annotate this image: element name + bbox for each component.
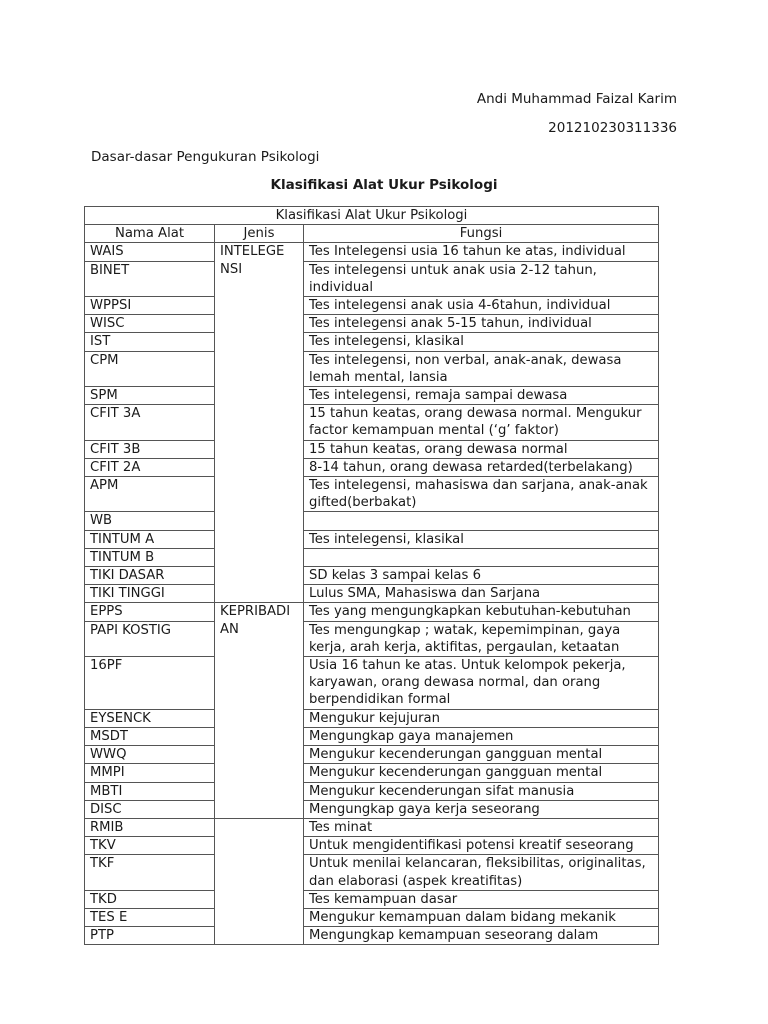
table-row [85,746,659,764]
cell-nama-alat: CPM [85,351,215,386]
cell-fungsi [304,548,659,566]
cell-nama-alat: MMPI [85,764,215,782]
course-name: Dasar-dasar Pengukuran Psikologi [91,149,320,165]
cell-fungsi: Tes kemampuan dasar [304,890,659,908]
cell-fungsi: Mengungkap gaya manajemen [304,727,659,745]
cell-fungsi: Mengukur kejujuran [304,709,659,727]
cell-nama-alat: WB [85,512,215,530]
cell-fungsi: Usia 16 tahun ke atas. Untuk kelompok pekerja, karyawan, orang dewasa normal, dan orang berpendidikan formal [304,657,659,710]
cell-fungsi: Mengungkap gaya kerja seseorang [304,800,659,818]
table-body [85,207,659,945]
cell-nama-alat: TKF [85,855,215,890]
table-row [85,927,659,945]
cell-nama-alat: WPPSI [85,297,215,315]
table-row [85,855,659,890]
cell-nama-alat: TINTUM B [85,548,215,566]
cell-fungsi: 15 tahun keatas, orang dewasa normal [304,440,659,458]
table-row [85,405,659,440]
table-row [85,818,659,836]
column-header-jenis: Jenis [215,225,304,243]
table-row [85,243,659,261]
cell-nama-alat: TKV [85,837,215,855]
table-row [85,512,659,530]
cell-fungsi: Untuk menilai kelancaran, fleksibilitas, originalitas, dan elaborasi (aspek kreatifitas) [304,855,659,890]
cell-fungsi: Tes intelegensi, mahasiswa dan sarjana, anak-anak gifted(berbakat) [304,477,659,512]
cell-nama-alat: SPM [85,387,215,405]
cell-fungsi: Tes intelegensi anak usia 4-6tahun, individual [304,297,659,315]
table-caption-row [85,207,659,225]
cell-nama-alat: CFIT 3B [85,440,215,458]
table-row [85,567,659,585]
cell-fungsi: Mengukur kemampuan dalam bidang mekanik [304,908,659,926]
table-header-row [85,225,659,243]
table-row [85,458,659,476]
table-row [85,297,659,315]
table-row [85,333,659,351]
cell-nama-alat: PTP [85,927,215,945]
cell-nama-alat: TIKI TINGGI [85,585,215,603]
table-row [85,782,659,800]
table-row [85,764,659,782]
cell-nama-alat: CFIT 2A [85,458,215,476]
cell-nama-alat: BINET [85,261,215,296]
cell-fungsi: Mengukur kecenderungan gangguan mental [304,764,659,782]
cell-fungsi: Untuk mengidentifikasi potensi kreatif seseorang [304,837,659,855]
cell-nama-alat: EYSENCK [85,709,215,727]
cell-nama-alat: TES E [85,908,215,926]
cell-nama-alat: WWQ [85,746,215,764]
cell-fungsi: Mengungkap kemampuan seseorang dalam [304,927,659,945]
cell-nama-alat: TKD [85,890,215,908]
cell-nama-alat: DISC [85,800,215,818]
table-row [85,890,659,908]
cell-nama-alat: WISC [85,315,215,333]
table-row [85,477,659,512]
student-id: 201210230311336 [548,120,677,136]
table-row [85,657,659,710]
table-row [85,440,659,458]
cell-nama-alat: RMIB [85,818,215,836]
cell-nama-alat: TINTUM A [85,530,215,548]
cell-jenis: KEPRIBADI AN [215,603,304,818]
cell-fungsi: Tes yang mengungkapkan kebutuhan-kebutuhan [304,603,659,621]
cell-fungsi: Tes Intelegensi usia 16 tahun ke atas, individual [304,243,659,261]
cell-nama-alat: APM [85,477,215,512]
cell-nama-alat: MSDT [85,727,215,745]
table-row [85,387,659,405]
cell-fungsi: Mengukur kecenderungan sifat manusia [304,782,659,800]
author-name: Andi Muhammad Faizal Karim [476,91,677,107]
cell-fungsi: Lulus SMA, Mahasiswa dan Sarjana [304,585,659,603]
cell-jenis: INTELEGE NSI [215,243,304,603]
table-row [85,585,659,603]
cell-fungsi [304,512,659,530]
cell-fungsi: 8-14 tahun, orang dewasa retarded(terbelakang) [304,458,659,476]
table-row [85,837,659,855]
cell-nama-alat: EPPS [85,603,215,621]
cell-nama-alat: PAPI KOSTIG [85,621,215,656]
classification-table [84,206,659,945]
cell-fungsi: Tes minat [304,818,659,836]
table-caption: Klasifikasi Alat Ukur Psikologi [85,207,659,225]
table-row [85,709,659,727]
column-header-fungsi: Fungsi [304,225,659,243]
table-row [85,800,659,818]
cell-fungsi: Tes intelegensi, non verbal, anak-anak, dewasa lemah mental, lansia [304,351,659,386]
cell-fungsi: 15 tahun keatas, orang dewasa normal. Mengukur factor kemampuan mental (‘g’ faktor) [304,405,659,440]
column-header-nama-alat: Nama Alat [85,225,215,243]
cell-fungsi: Tes intelegensi untuk anak usia 2-12 tahun, individual [304,261,659,296]
table-row [85,603,659,621]
cell-nama-alat: 16PF [85,657,215,710]
table-row [85,908,659,926]
cell-jenis [215,818,304,944]
table-row [85,315,659,333]
cell-fungsi: Tes mengungkap ; watak, kepemimpinan, gaya kerja, arah kerja, aktifitas, pergaulan, ketaatan [304,621,659,656]
table-row [85,621,659,656]
table-row [85,530,659,548]
cell-nama-alat: CFIT 3A [85,405,215,440]
cell-nama-alat: IST [85,333,215,351]
cell-nama-alat: WAIS [85,243,215,261]
cell-nama-alat: MBTI [85,782,215,800]
cell-fungsi: SD kelas 3 sampai kelas 6 [304,567,659,585]
table-row [85,351,659,386]
cell-fungsi: Tes intelegensi, remaja sampai dewasa [304,387,659,405]
cell-fungsi: Tes intelegensi, klasikal [304,530,659,548]
cell-fungsi: Tes intelegensi, klasikal [304,333,659,351]
document-title: Klasifikasi Alat Ukur Psikologi [270,177,498,193]
table-row [85,548,659,566]
cell-fungsi: Mengukur kecenderungan gangguan mental [304,746,659,764]
cell-fungsi: Tes intelegensi anak 5-15 tahun, individual [304,315,659,333]
table-row [85,261,659,296]
table-row [85,727,659,745]
cell-nama-alat: TIKI DASAR [85,567,215,585]
